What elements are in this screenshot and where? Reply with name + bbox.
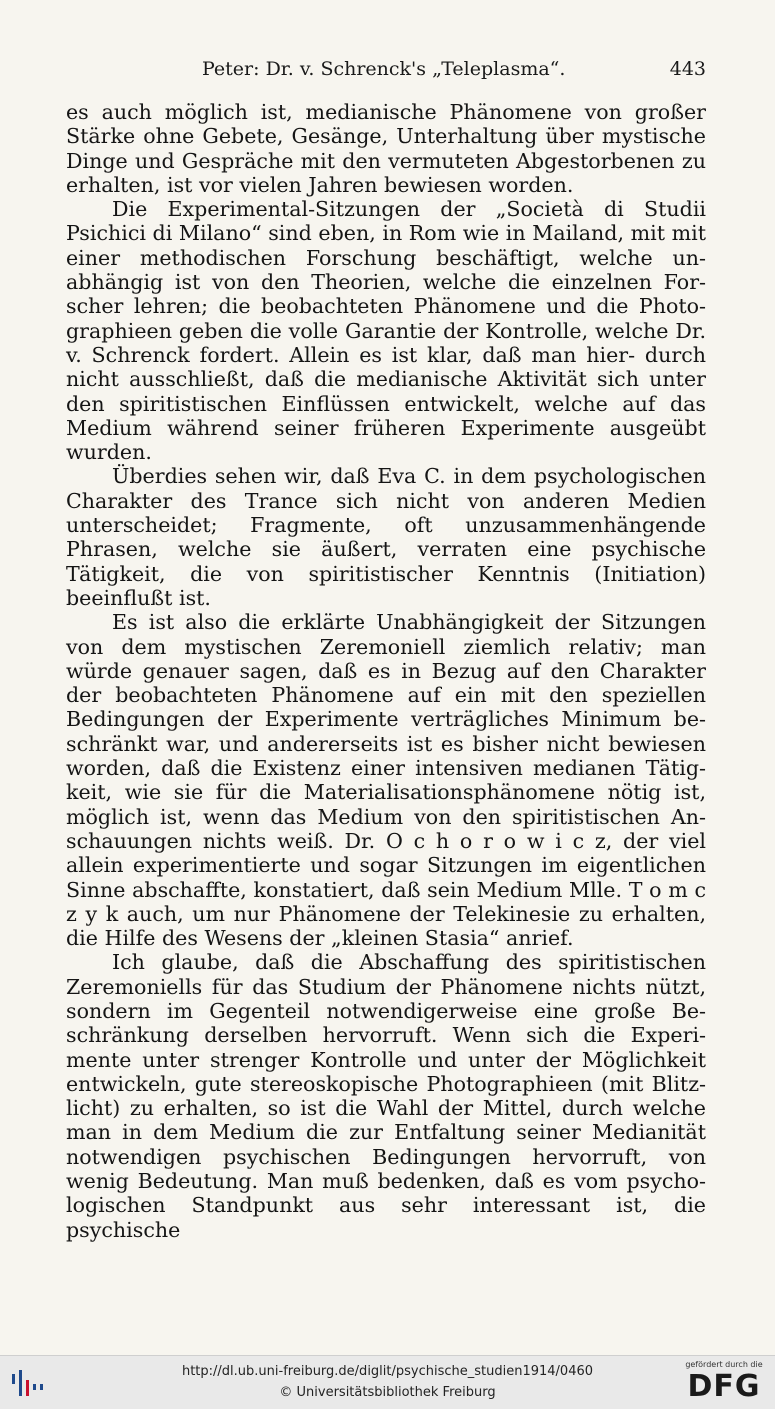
text-line: Dinge und Gespräche mit den vermuteten Abgestorbenen bbox=[66, 148, 675, 173]
text-line: der beobachteten Phänomene auf ein mit den speziellen bbox=[66, 683, 706, 708]
paragraph bbox=[66, 950, 706, 1242]
permalink-url[interactable]: http://dl.ub.uni-freiburg.de/diglit/psychische_studien1914/0460 bbox=[181, 1364, 594, 1379]
text-line: schauungen nichts weiß. Dr. O c h o r o w i c z, der viel bbox=[66, 828, 706, 853]
text-line: Dr. v. Schrenck fordert. Allein es ist klar, daß man hier- bbox=[66, 318, 706, 367]
text-line: wurden. bbox=[66, 440, 152, 465]
text-line: Ich glaube, daß die Abschaffung des spiritistischen bbox=[112, 950, 706, 975]
text-line: Überdies sehen wir, daß Eva C. in dem psychologischen bbox=[112, 464, 706, 489]
text-line: licht) zu erhalten, so ist die Wahl der Mittel, durch welche bbox=[66, 1096, 706, 1121]
dfg-wordmark: DFG bbox=[687, 1369, 761, 1404]
text-line: schränkung derselben hervorruft. Wenn sich die Experi- bbox=[66, 1023, 706, 1048]
text-line: Sinne abschaffte, konstatiert, daß sein Medium Mlle. bbox=[66, 877, 622, 902]
text-line: abhängig ist von den Theorien, welche die einzelnen For- bbox=[66, 270, 706, 295]
text-line: unter den spiritistischen Einflüssen entwickelt, welche auf bbox=[66, 367, 706, 416]
text-line: sondern im Gegenteil notwendigerweise eine große Be- bbox=[66, 998, 706, 1023]
text-line: entwickeln, gute stereoskopische Photographieen (mit Blitz- bbox=[66, 1071, 706, 1096]
text-line: Charakter des Trance sich nicht von anderen Medien bbox=[66, 488, 706, 513]
dfg-caption: gefördert durch die bbox=[685, 1360, 763, 1369]
text-line: Zeremoniells für das Studium der Phänomene nichts nützt, bbox=[66, 974, 706, 999]
paragraph bbox=[66, 100, 706, 197]
body-text bbox=[66, 100, 706, 1242]
text-line: unterscheidet; Fragmente, oft unzusammenhängende Phrasen, bbox=[66, 513, 706, 562]
text-line: mit einer methodischen Forschung beschäftigt, welche un- bbox=[66, 221, 706, 270]
text-line: von spiritistischer Kenntnis (Initiation) beeinflußt ist. bbox=[66, 561, 707, 610]
dfg-logo-icon[interactable] bbox=[683, 1360, 765, 1406]
text-line: mente unter strenger Kontrolle und unter der Möglichkeit bbox=[66, 1047, 706, 1072]
text-line: Bedingungen der Experimente verträgliches Minimum be- bbox=[66, 707, 706, 732]
text-line: durch nicht ausschließt, daß die medianische Aktivität sich bbox=[66, 342, 706, 392]
text-line: das Medium während seiner früheren Experimente ausgeübt bbox=[66, 391, 706, 440]
text-line: schränkt war, und andererseits ist es bisher nicht bewiesen bbox=[66, 731, 706, 756]
text-line: man in dem Medium die zur Entfaltung seiner Medianität bbox=[66, 1120, 706, 1145]
text-line: Es ist also die erklärte Unabhängigkeit der Sitzungen bbox=[112, 610, 706, 635]
text-line: graphieen geben die volle Garantie der Kontrolle, welche bbox=[66, 318, 669, 343]
text-line: anrief. bbox=[505, 926, 574, 951]
text-line: würde genauer sagen, daß es in Bezug auf den Charakter bbox=[66, 658, 706, 683]
paragraph bbox=[66, 197, 706, 464]
text-line: Psichici di Milano“ sind eben, in Rom wie in Mailand, mit bbox=[66, 221, 666, 246]
text-line: zu erhalten, ist vor vielen Jahren bewiesen worden. bbox=[66, 148, 707, 197]
text-line: scher lehren; die beobachteten Phänomene und die Photo- bbox=[66, 294, 706, 319]
page-header bbox=[66, 58, 706, 84]
paragraph bbox=[66, 610, 706, 950]
text-line: worden, daß die Existenz einer intensiven medianen Tätig- bbox=[66, 756, 706, 781]
viewer-footer bbox=[0, 1355, 775, 1409]
text-line: es auch möglich ist, medianische Phänomene von großer bbox=[66, 100, 706, 124]
text-line: allein experimentierte und sogar Sitzungen im eigentlichen bbox=[66, 853, 706, 878]
text-line: notwendigen psychischen Bedingungen hervorruft, von bbox=[66, 1144, 706, 1169]
copyright-notice: © Universitätsbibliothek Freiburg bbox=[279, 1385, 496, 1400]
text-line: Die Experimental-Sitzungen der „Società di Studii bbox=[112, 197, 706, 222]
page-number: 443 bbox=[669, 58, 706, 80]
text-line: möglich ist, wenn das Medium von den spiritistischen An- bbox=[66, 804, 706, 829]
text-line: Stärke ohne Gebete, Gesänge, Unterhaltung über mystische bbox=[66, 124, 706, 149]
text-line: logischen Standpunkt aus sehr interessant ist, die psychische bbox=[66, 1193, 706, 1242]
paragraph bbox=[66, 464, 706, 610]
text-line: T o m c z y k auch, um nur Phänomene der Telekinesie bbox=[66, 877, 706, 926]
text-line: von dem mystischen Zeremoniell ziemlich relativ; man bbox=[66, 634, 706, 659]
running-head: Peter: Dr. v. Schrenck's „Teleplasma“. bbox=[202, 58, 566, 80]
text-line: welche sie äußert, verraten eine psychische Tätigkeit, die bbox=[66, 537, 707, 586]
text-line: zu erhalten, die Hilfe des Wesens der „kleinen Stasia“ bbox=[66, 901, 707, 951]
text-line: wenig Bedeutung. Man muß bedenken, daß es vom psycho- bbox=[66, 1169, 706, 1194]
text-line: keit, wie sie für die Materialisationsphänomene nötig ist, bbox=[66, 780, 706, 805]
